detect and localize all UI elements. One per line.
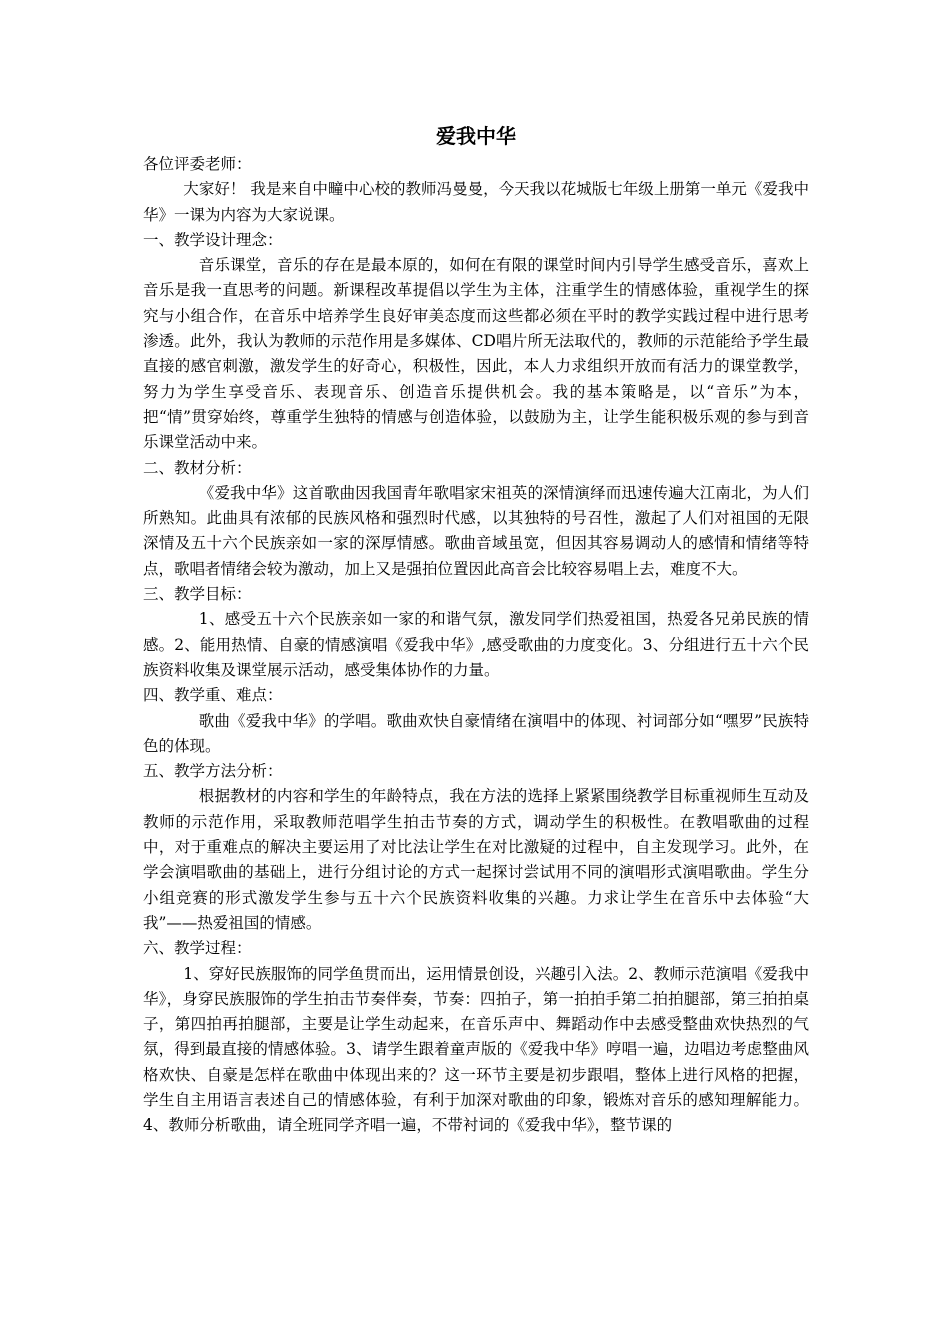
intro-paragraph: 大家好！ 我是来自中疃中心校的教师冯曼曼，今天我以花城版七年级上册第一单元《爱我中华》一课为内容为大家说课。	[143, 180, 809, 224]
section-body-5: 根据教材的内容和学生的年龄特点，我在方法的选择上紧紧围绕教学目标重视师生互动及教师的示范作用，采取教师范唱学生拍击节奏的方式，调动学生的积极性。在教唱歌曲的过程中，对于重难点的解决主要运用了对比法让学生在对比激疑的过程中，自主发现学习。此外，在学会演唱歌曲的基础上，进行分组讨论的方式一起探讨尝试用不同的演唱形式演唱歌曲。学生分小组竞赛的形式激发学生参与五十六个民族资料收集的兴趣。力求让学生在音乐中去体验“大我”——热爱祖国的情感。	[143, 787, 809, 932]
section-heading-6: 六、教学过程：	[143, 939, 252, 958]
section-heading-1: 一、教学设计理念：	[143, 230, 283, 249]
document-body	[143, 120, 809, 1139]
section-body-2: 《爱我中华》这首歌曲因我国青年歌唱家宋祖英的深情演绎而迅速传遍大江南北，为人们所熟知。此曲具有浓郁的民族风格和强烈时代感，以其独特的号召性，激起了人们对祖国的无限深情及五十六个民族亲如一家的深厚情感。歌曲音域虽宽，但因其容易调动人的感情和情绪等特点，歌唱者情绪会较为激动，加上又是强拍位置因此高音会比较容易唱上去，难度不大。	[143, 483, 809, 578]
section-body-4: 歌曲《爱我中华》的学唱。歌曲欢快自豪情绪在演唱中的体现、衬词部分如“嘿罗”民族特色的体现。	[143, 711, 809, 755]
section-body-3: 1、感受五十六个民族亲如一家的和谐气氛，激发同学们热爱祖国，热爱各兄弟民族的情感。2、能用热情、自豪的情感演唱《爱我中华》,感受歌曲的力度变化。3、分组进行五十六个民族资料收集及课堂展示活动，感受集体协作的力量。	[143, 610, 809, 679]
section-heading-5: 五、教学方法分析：	[143, 762, 283, 781]
salutation: 各位评委老师：	[143, 155, 252, 173]
section-heading-4: 四、教学重、难点：	[143, 686, 283, 705]
section-heading-2: 二、教材分析：	[143, 458, 252, 477]
section-heading-3: 三、教学目标：	[143, 585, 252, 604]
section-body-1: 音乐课堂，音乐的存在是最本原的，如何在有限的课堂时间内引导学生感受音乐，喜欢上音乐是我一直思考的问题。新课程改革提倡以学生为主体，注重学生的情感体验，重视学生的探究与小组合作，在音乐中培养学生良好审美态度而这些都必须在平时的教学实践过程中进行思考渗透。此外，我认为教师的示范作用是多媒体、CD唱片所无法取代的，教师的示范能给予学生最直接的感官刺激，激发学生的好奇心，积极性，因此，本人力求组织开放而有活力的课堂教学，努力为学生享受音乐、表现音乐、创造音乐提供机会。我的基本策略是，以“音乐”为本，把“情”贯穿始终，尊重学生独特的情感与创造体验，以鼓励为主，让学生能积极乐观的参与到音乐课堂活动中来。	[143, 256, 809, 452]
document-title: 爱我中华	[436, 124, 516, 148]
section-body-6: 1、穿好民族服饰的同学鱼贯而出，运用情景创设，兴趣引入法。2、教师示范演唱《爱我中华》，身穿民族服饰的学生拍击节奏伴奏，节奏：四拍子，第一拍拍手第二拍拍腿部，第三拍拍桌子，第四拍再拍腿部，主要是让学生动起来，在音乐声中、舞蹈动作中去感受整曲欢快热烈的气氛，得到最直接的情感体验。3、请学生跟着童声版的《爱我中华》哼唱一遍，边唱边考虑整曲风格欢快、自豪是怎样在歌曲中体现出来的？这一环节主要是初步跟唱，整体上进行风格的把握，学生自主用语言表述自己的情感体验，有利于加深对歌曲的印象，锻炼对音乐的感知理解能力。4、教师分析歌曲，请全班同学齐唱一遍，不带衬词的《爱我中华》，整节课的	[143, 964, 809, 1135]
